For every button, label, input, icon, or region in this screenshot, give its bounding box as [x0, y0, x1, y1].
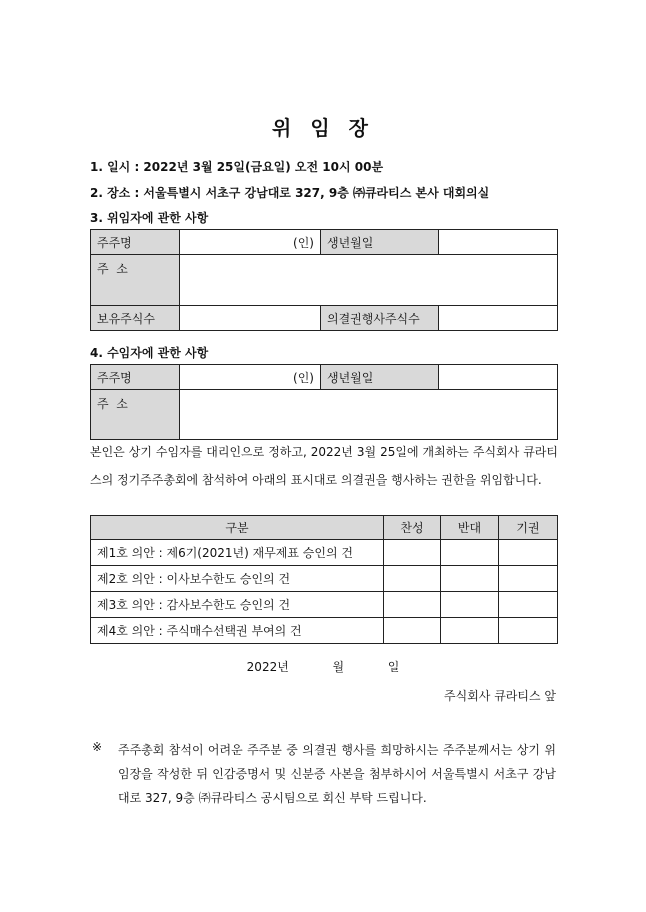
- delegator-address-label: 주 소: [91, 255, 180, 306]
- agenda-2-oppose-cell[interactable]: [441, 566, 499, 592]
- delegator-address-field[interactable]: [180, 255, 558, 306]
- delegator-birth-field[interactable]: [439, 230, 558, 255]
- signature-year: 2022년: [246, 660, 289, 674]
- votes-header-approve: 찬성: [384, 516, 441, 540]
- agenda-3-oppose-cell[interactable]: [441, 592, 499, 618]
- proxy-address-field[interactable]: [180, 390, 558, 440]
- meeting-place: 2. 장소 : 서울특별시 서초구 강남대로 327, 9층 ㈜큐라티스 본사 대회의실: [90, 186, 490, 200]
- proxy-table: [90, 364, 558, 440]
- proxy-name-field[interactable]: [180, 365, 321, 390]
- votes-header-abstain: 기권: [499, 516, 558, 540]
- table-row: [91, 566, 558, 592]
- delegator-table: [90, 229, 558, 331]
- votes-header-oppose: 반대: [441, 516, 499, 540]
- agenda-4-oppose-cell[interactable]: [441, 618, 499, 644]
- footnote: 주주총회 참석이 어려운 주주분 중 의결권 행사를 희망하시는 주주분께서는 상기 위임장을 작성한 뒤 인감증명서 및 신분증 사본을 첨부하시어 서울특별시 서초구 강남대로 327, 9층 ㈜큐라티스 공시팀으로 회신 부탁 드립니다.: [118, 743, 556, 805]
- signature-day: 일: [387, 660, 400, 674]
- delegator-name-field[interactable]: [180, 230, 321, 255]
- votes-header-item: 구분: [91, 516, 384, 540]
- addressee: 주식회사 큐라티스 앞: [444, 689, 556, 703]
- delegator-voting-shares-field[interactable]: [439, 306, 558, 331]
- votes-table: [90, 515, 558, 644]
- note-mark: ※: [92, 740, 103, 754]
- delegator-name-label: 주주명: [91, 230, 180, 255]
- agenda-4-approve-cell[interactable]: [384, 618, 441, 644]
- agenda-1-approve-cell[interactable]: [384, 540, 441, 566]
- delegator-seal: (인): [293, 235, 314, 250]
- agenda-1-oppose-cell[interactable]: [441, 540, 499, 566]
- signature-date: [0, 658, 646, 675]
- table-row: [91, 540, 558, 566]
- delegator-voting-shares-label: 의결권행사주식수: [321, 306, 439, 331]
- agenda-3-approve-cell[interactable]: [384, 592, 441, 618]
- delegator-shares-field[interactable]: [180, 306, 321, 331]
- agenda-1: 제1호 의안 : 제6기(2021년) 재무제표 승인의 건: [91, 540, 384, 566]
- table-row: [91, 592, 558, 618]
- agenda-2-approve-cell[interactable]: [384, 566, 441, 592]
- proxy-seal: (인): [293, 370, 314, 385]
- meeting-date: 1. 일시 : 2022년 3월 25일(금요일) 오전 10시 00분: [90, 160, 384, 174]
- agenda-4-abstain-cell[interactable]: [499, 618, 558, 644]
- proxy-address-label: 주 소: [91, 390, 180, 440]
- proxy-birth-field[interactable]: [439, 365, 558, 390]
- document-title: 위 임 장: [272, 116, 374, 140]
- agenda-1-abstain-cell[interactable]: [499, 540, 558, 566]
- proxy-heading: 4. 수임자에 관한 사항: [90, 346, 209, 360]
- agenda-2: 제2호 의안 : 이사보수한도 승인의 건: [91, 566, 384, 592]
- table-row: [91, 618, 558, 644]
- agenda-3-abstain-cell[interactable]: [499, 592, 558, 618]
- agenda-2-abstain-cell[interactable]: [499, 566, 558, 592]
- delegator-heading: 3. 위임자에 관한 사항: [90, 211, 209, 225]
- agenda-3: 제3호 의안 : 감사보수한도 승인의 건: [91, 592, 384, 618]
- proxy-name-label: 주주명: [91, 365, 180, 390]
- delegator-birth-label: 생년월일: [321, 230, 439, 255]
- signature-month: 월: [332, 660, 345, 674]
- agenda-4: 제4호 의안 : 주식매수선택권 부여의 건: [91, 618, 384, 644]
- proxy-birth-label: 생년월일: [321, 365, 439, 390]
- delegation-statement: 본인은 상기 수임자를 대리인으로 정하고, 2022년 3월 25일에 개최하는 주식회사 큐라티스의 정기주주총회에 참석하여 아래의 표시대로 의결권을 행사하는 권한을 위임합니다.: [90, 445, 558, 487]
- delegator-shares-label: 보유주식수: [91, 306, 180, 331]
